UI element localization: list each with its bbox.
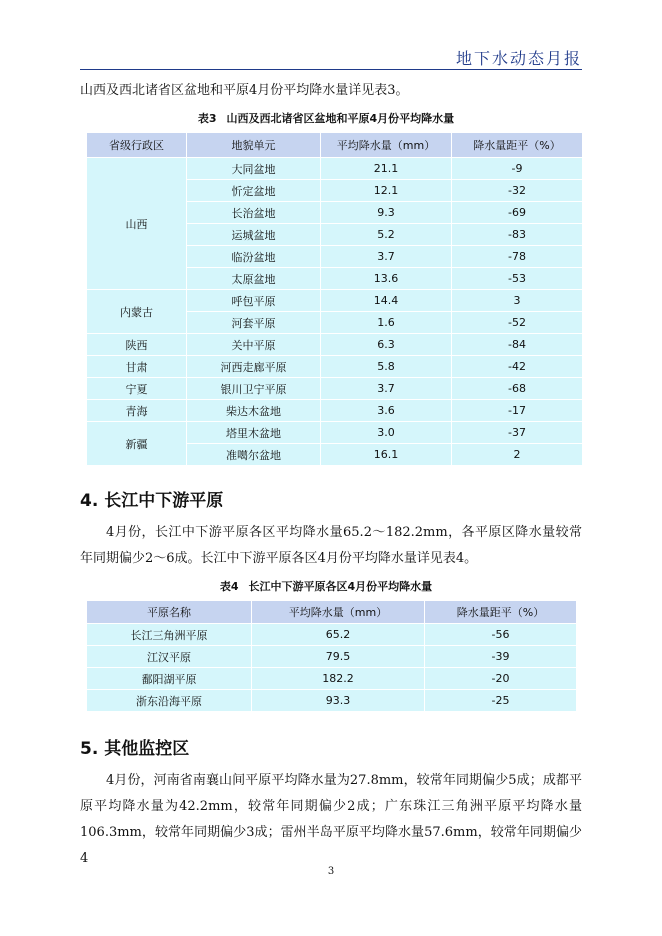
table4-caption-title: 长江中下游平原各区4月份平均降水量 (248, 580, 433, 593)
unit-cell: 临汾盆地 (187, 246, 321, 268)
unit-cell: 运城盆地 (187, 224, 321, 246)
anomaly-cell: 2 (452, 444, 583, 466)
table-row (87, 378, 583, 400)
plain-name-cell: 浙东沿海平原 (87, 690, 252, 712)
anomaly-cell: -17 (452, 400, 583, 422)
unit-cell: 长治盆地 (187, 202, 321, 224)
table-row (87, 400, 583, 422)
unit-cell: 大同盆地 (187, 158, 321, 180)
unit-cell: 呼包平原 (187, 290, 321, 312)
table3-header-cell: 平均降水量（mm） (321, 133, 452, 158)
plain-name-cell: 江汉平原 (87, 646, 252, 668)
anomaly-cell: -42 (452, 356, 583, 378)
table3-caption (80, 110, 582, 126)
unit-cell: 河套平原 (187, 312, 321, 334)
precip-cell: 3.7 (321, 246, 452, 268)
table4-header-cell: 平原名称 (87, 601, 252, 624)
unit-cell: 准噶尔盆地 (187, 444, 321, 466)
anomaly-cell: -84 (452, 334, 583, 356)
table-row (87, 668, 577, 690)
precip-cell: 93.3 (252, 690, 425, 712)
table3-caption-number: 表3 (197, 112, 217, 125)
table4-header-cell: 平均降水量（mm） (252, 601, 425, 624)
table4 (86, 600, 577, 712)
table4-caption-number: 表4 (219, 580, 239, 593)
anomaly-cell: -83 (452, 224, 583, 246)
anomaly-cell: -56 (425, 624, 577, 646)
table3-header-cell: 地貌单元 (187, 133, 321, 158)
anomaly-cell: -20 (425, 668, 577, 690)
province-cell: 内蒙古 (87, 290, 187, 334)
unit-cell: 柴达木盆地 (187, 400, 321, 422)
precip-cell: 5.2 (321, 224, 452, 246)
table-row (87, 356, 583, 378)
precip-cell: 182.2 (252, 668, 425, 690)
unit-cell: 太原盆地 (187, 268, 321, 290)
anomaly-cell: -39 (425, 646, 577, 668)
table-row (87, 290, 583, 312)
anomaly-cell: -9 (452, 158, 583, 180)
precip-cell: 79.5 (252, 646, 425, 668)
plain-name-cell: 鄱阳湖平原 (87, 668, 252, 690)
precip-cell: 3.7 (321, 378, 452, 400)
table-row (87, 422, 583, 444)
precip-cell: 9.3 (321, 202, 452, 224)
section5-heading: 5. 其他监控区 (80, 739, 190, 759)
table-row (87, 690, 577, 712)
precip-cell: 5.8 (321, 356, 452, 378)
province-cell: 青海 (87, 400, 187, 422)
report-title: 地下水动态月报 (455, 49, 582, 68)
unit-cell: 忻定盆地 (187, 180, 321, 202)
precip-cell: 65.2 (252, 624, 425, 646)
table3-header-cell: 省级行政区 (87, 133, 187, 158)
anomaly-cell: -69 (452, 202, 583, 224)
precip-cell: 13.6 (321, 268, 452, 290)
province-cell: 甘肃 (87, 356, 187, 378)
header-rule (80, 69, 582, 70)
section4-heading: 4. 长江中下游平原 (80, 491, 224, 511)
anomaly-cell: -37 (452, 422, 583, 444)
anomaly-cell: -78 (452, 246, 583, 268)
precip-cell: 3.0 (321, 422, 452, 444)
anomaly-cell: -68 (452, 378, 583, 400)
unit-cell: 银川卫宁平原 (187, 378, 321, 400)
unit-cell: 河西走廊平原 (187, 356, 321, 378)
precip-cell: 12.1 (321, 180, 452, 202)
table-row (87, 158, 583, 180)
intro-paragraph: 山西及西北诸省区盆地和平原4月份平均降水量详见表3。 (80, 83, 409, 98)
precip-cell: 6.3 (321, 334, 452, 356)
table3-header-cell: 降水量距平（%） (452, 133, 583, 158)
province-cell: 宁夏 (87, 378, 187, 400)
table-row (87, 334, 583, 356)
precip-cell: 14.4 (321, 290, 452, 312)
section4-paragraph: 4月份，长江中下游平原各区平均降水量65.2～182.2mm，各平原区降水量较常年同期偏少2～6成。长江中下游平原各区4月份平均降水量详见表4。 (80, 525, 582, 566)
table3-caption-title: 山西及西北诸省区盆地和平原4月份平均降水量 (226, 112, 455, 125)
anomaly-cell: -53 (452, 268, 583, 290)
table-row (87, 624, 577, 646)
page-number: 3 (327, 866, 335, 877)
table4-header-row (87, 601, 577, 624)
province-cell: 山西 (87, 158, 187, 290)
table3 (86, 132, 583, 466)
precip-cell: 1.6 (321, 312, 452, 334)
province-cell: 陕西 (87, 334, 187, 356)
table4-header-cell: 降水量距平（%） (425, 601, 577, 624)
precip-cell: 16.1 (321, 444, 452, 466)
anomaly-cell: 3 (452, 290, 583, 312)
unit-cell: 关中平原 (187, 334, 321, 356)
table4-caption (80, 578, 582, 594)
plain-name-cell: 长江三角洲平原 (87, 624, 252, 646)
section5-paragraph: 4月份，河南省南襄山间平原平均降水量为27.8mm，较常年同期偏少5成；成都平原平均降水量为42.2mm，较常年同期偏少2成；广东珠江三角洲平原平均降水量106.3mm，较常年同期偏少3成；雷州半岛平原平均降水量57.6mm，较常年同期偏少4 (80, 773, 582, 866)
unit-cell: 塔里木盆地 (187, 422, 321, 444)
precip-cell: 21.1 (321, 158, 452, 180)
province-cell: 新疆 (87, 422, 187, 466)
table-row (87, 646, 577, 668)
anomaly-cell: -32 (452, 180, 583, 202)
table3-header-row (87, 133, 583, 158)
anomaly-cell: -25 (425, 690, 577, 712)
anomaly-cell: -52 (452, 312, 583, 334)
precip-cell: 3.6 (321, 400, 452, 422)
